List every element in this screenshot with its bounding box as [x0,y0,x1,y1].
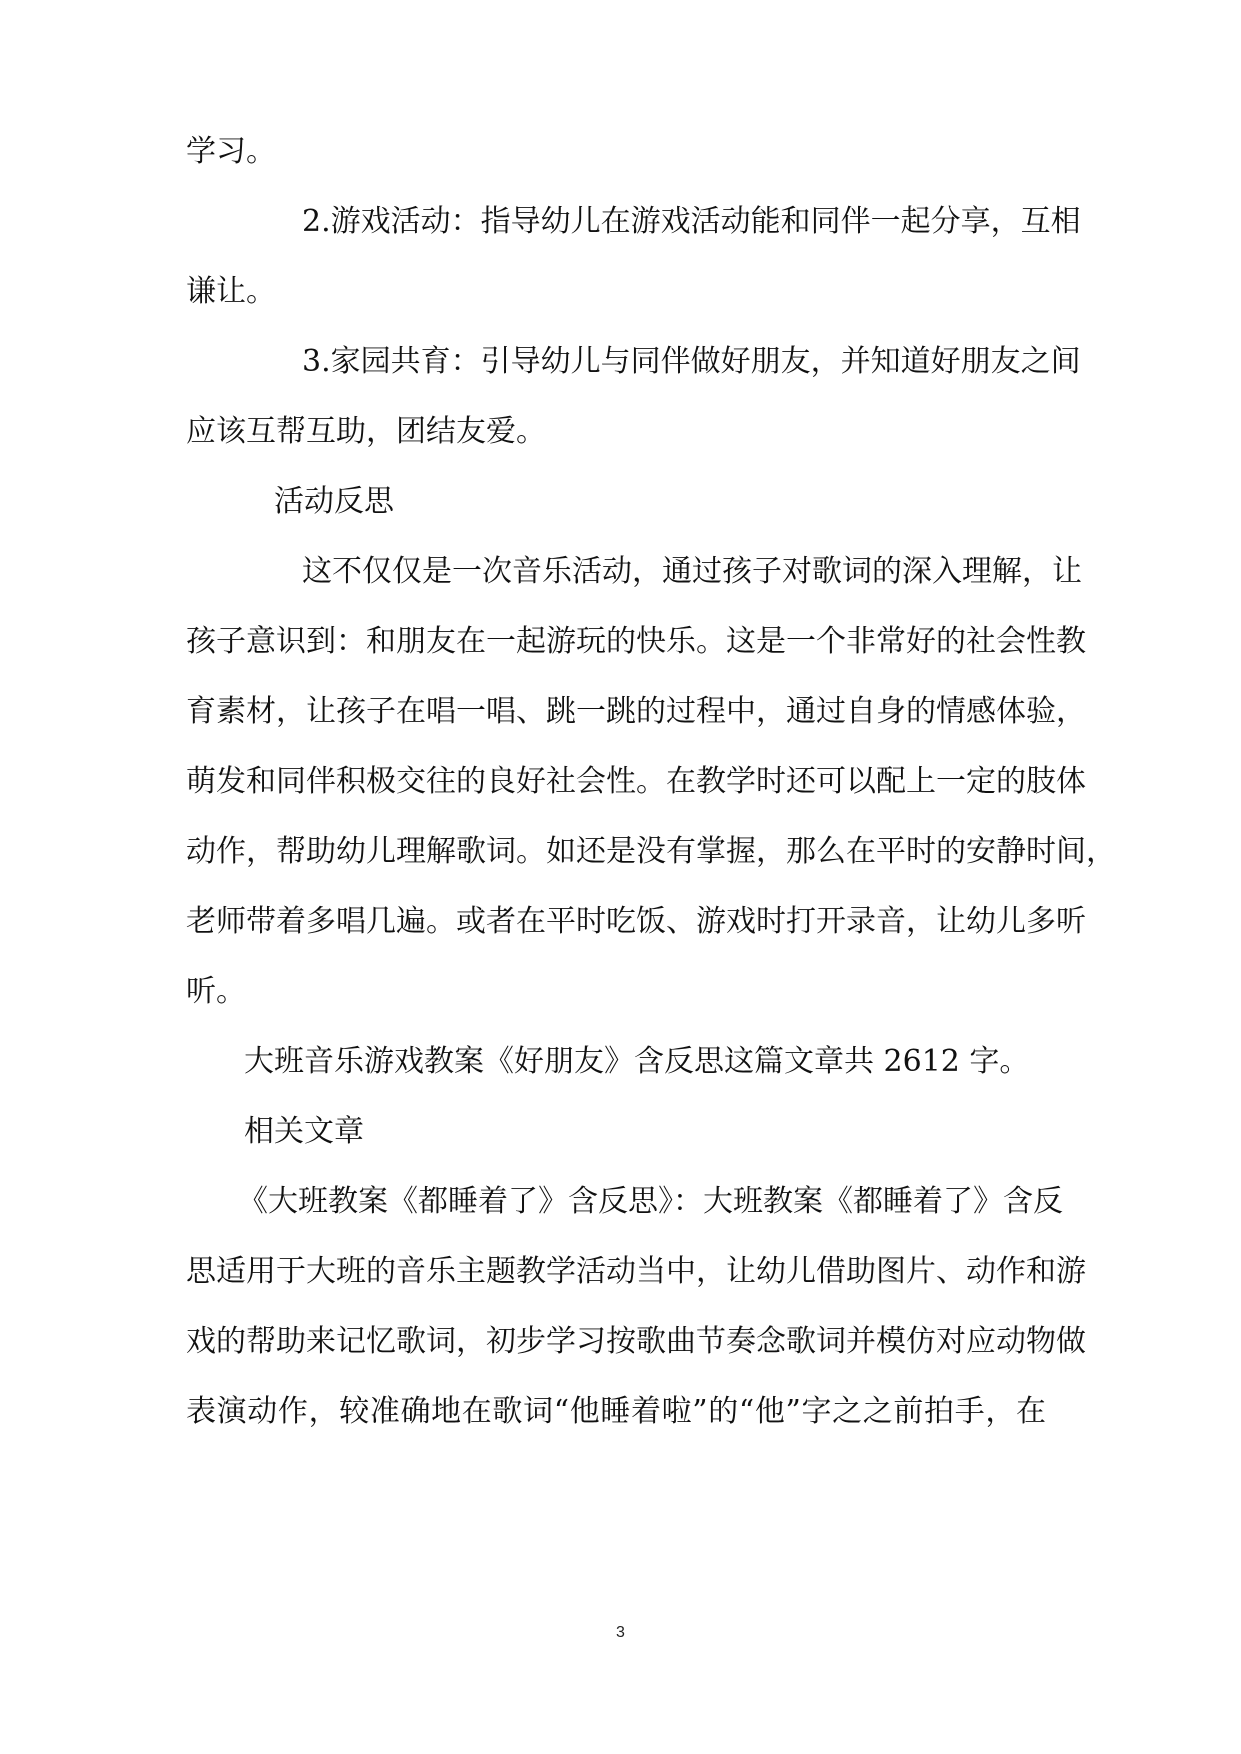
text-line: 谦让。 [186,274,276,309]
page-number: 3 [616,1624,625,1641]
text-line: 大班音乐游戏教案《好朋友》含反思这篇文章共 2612 字。 [244,1044,1030,1079]
text-line: 听。 [186,974,246,1009]
text-line: 萌发和同伴积极交往的良好社会性。在教学时还可以配上一定的肢体 [186,764,1086,799]
text-line: 应该互帮互助，团结友爱。 [186,414,546,449]
text-line: 思适用于大班的音乐主题教学活动当中，让幼儿借助图片、动作和游 [186,1254,1086,1289]
text-line: 育素材，让孩子在唱一唱、跳一跳的过程中，通过自身的情感体验， [186,694,1086,729]
text-line: 孩子意识到：和朋友在一起游玩的快乐。这是一个非常好的社会性教 [186,624,1086,659]
text-line: 表演动作，较准确地在歌词“他睡着啦”的“他”字之之前拍手，在 [186,1394,1046,1429]
text-line: 2.游戏活动：指导幼儿在游戏活动能和同伴一起分享，互相 [302,204,1081,239]
section-heading: 活动反思 [274,484,394,519]
text-line: 戏的帮助来记忆歌词，初步学习按歌曲节奏念歌词并模仿对应动物做 [186,1324,1086,1359]
text-line: 老师带着多唱几遍。或者在平时吃饭、游戏时打开录音，让幼儿多听 [186,904,1086,939]
text-line: 动作，帮助幼儿理解歌词。如还是没有掌握，那么在平时的安静时间， [186,834,1116,869]
text-line: 《大班教案《都睡着了》含反思》：大班教案《都睡着了》含反 [238,1184,1063,1219]
section-heading: 相关文章 [244,1114,364,1149]
text-line: 3.家园共育：引导幼儿与同伴做好朋友，并知道好朋友之间 [302,344,1081,379]
text-line: 这不仅仅是一次音乐活动，通过孩子对歌词的深入理解，让 [302,554,1082,589]
text-line: 学习。 [186,134,276,169]
